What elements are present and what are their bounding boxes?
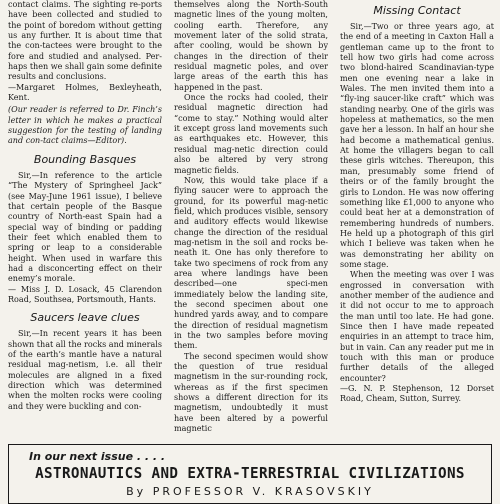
letter-contact-claims-signature: —Margaret Holmes, Bexleyheath, Kent.: [8, 82, 162, 103]
letter-bounding-basques-signature: — Miss J. D. Losack, 45 Clarendon Road, Southsea, Portsmouth, Hants.: [8, 284, 162, 304]
next-issue-banner: [8, 444, 492, 504]
saucers-text-p4: The second specimen would show the question of true residual magnetism in the sur-rounding rock, whereas as if the first specimen shows a different direction for its magnetism, undoubtedly it must have been altered by a powerful magnetic: [174, 351, 328, 434]
banner-kicker: In our next issue . . . .: [29, 450, 166, 463]
banner-title: ASTRONAUTICS AND EXTRA-TERRESTRIAL CIVILIZATIONS: [35, 464, 465, 482]
column-middle: [174, 0, 328, 440]
letter-contact-claims-text: contact claims. The sighting re-ports have been collected and studied to the point of boredom without getting us any further. It is about time that the con-tactees were brought to the fore and studied and analysed. Per-haps then we shall gain some definite results and conclusions.: [8, 0, 162, 82]
letter-missing-contact-signature: —G. N. P. Stephenson, 12 Dorset Road, Cheam, Sutton, Surrey.: [340, 384, 494, 404]
column-right: [340, 0, 494, 440]
letter-missing-contact-p2: When the meeting was over I was engrossed in conversation with another member of the audience and it did not occur to me to approach the man until too late. He had gone. Since then I have made repeated enquiries in an attempt to trace him, but in vain. Can any reader put me in touch with this man or produce further details of the alleged encounter?: [340, 270, 494, 383]
saucers-text-p1: themselves along the North-South magnetic lines of the young molten, cooling earth. Therefore, any movement later of the solid strata, after cooling, would be shown by changes in the direction of their residual magnetic poles, and over large areas of the earth this has happened in the past.: [174, 0, 328, 92]
heading-saucers-leave-clues: Saucers leave clues: [30, 311, 140, 325]
banner-byline: By PROFESSOR V. KRASOVSKIY: [126, 485, 374, 498]
heading-missing-contact: Missing Contact: [373, 4, 461, 17]
heading-bounding-basques: Bounding Basques: [33, 152, 137, 166]
letters-columns: [8, 0, 494, 440]
saucers-text-p2: Once the rocks had cooled, their residual magnetic direction had “come to stay.” Nothing would alter it except gross land movements such as earthquakes etc. However, this residual mag-netic direction could also be altered by very strong magnetic fields.: [174, 93, 328, 175]
letter-missing-contact-p1: Sir,—Two or three years ago, at the end of a meeting in Caxton Hall a gentleman came up to the front to tell how two girls had come across two blond-haired Scandinavian-type men one evening near a lake in Wales. The men invited them into a “fly-ing saucer-like craft” which was standing nearby. One of the girls was hopeless at mathematics, so the men gave her a lesson. In half an hour she had become a mathematical genius. At home the villagers began to call these girls witches. Thereupon, this man, presumably some friend of theirs or of the family brought the girls to London. He was now offering something like £1,000 to anyone who could beat her at a demonstration of remembering hundreds of numbers. He held up a photograph of this girl which I believe was taken when he was demonstrating her ability on some stage.: [340, 22, 494, 269]
editor-note: (Our reader is referred to Dr. Finch’s letter in which he makes a practical suggestion for the testing of landing and con-tact claims—Editor).: [8, 105, 162, 146]
column-left: [8, 0, 162, 440]
saucers-text-p3: Now, this would take place if a flying saucer were to approach the ground, for its powerful mag-netic field, which produces visible, sensory and auditory effects would likewise change the direction of the residual mag-netism in the soil and rocks be-neath it. One has only therefore to take two specimens of rock from any area where landings have been described—one speci-men immediately below the landing site, the second specimen about one hundred yards away, and to compare the direction of residual magnetism in the two samples before moving them.: [174, 175, 328, 351]
letter-saucers-text-start: Sir,—In recent years it has been shown that all the rocks and minerals of the earth’s mantle have a natural residual mag-netism, i.e. all their molecules are aligned in a fixed direction which was determined when the molten rocks were cooling and they were buckling and con-: [8, 329, 162, 411]
letter-bounding-basques-text: Sir,—In reference to the article “The Mystery of Springheel Jack” (see May-June 1961 issue), I believe that certain people of the Basque country of North-east Spain had a special way of binding or padding their feet which enabled them to spring or leap to a considerable height. When used in warfare this had a disconcerting effect on their enemy’s morale.: [8, 170, 162, 284]
